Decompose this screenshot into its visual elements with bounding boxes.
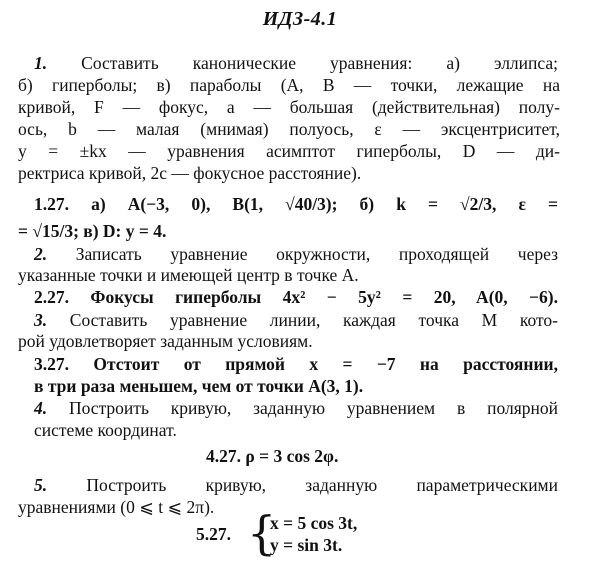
page-title: ИДЗ-4.1 (262, 8, 338, 30)
task1-line-2: б) гиперболы; в) параболы (A, B — точки, лежащие на (18, 75, 560, 95)
variant5-eq2: y = sin 3t. (270, 535, 343, 555)
variant3-line-2: в три раза меньшем, чем от точки A(3, 1). (34, 376, 364, 396)
system-brace: { (247, 506, 277, 560)
task3-line-1 (34, 310, 558, 330)
variant1-line-1: 1.27. а) A(−3, 0), B(1, √40/3); б) k = √2/3, ε = (34, 194, 558, 214)
variant3-line-1: 3.27. Отстоит от прямой x = −7 на расстоянии, (34, 354, 558, 374)
task4-line-1 (34, 398, 558, 418)
task4-line-1-text: Построить кривую, заданную уравнением в полярной (68, 398, 558, 418)
task1-line-1-text: Составить канонические уравнения: а) эллипса; (81, 53, 559, 73)
task5-line-2: уравнениями (0 ⩽ t ⩽ 2π). (18, 497, 215, 517)
task2-line-1 (34, 244, 558, 264)
variant5-label: 5.27. (196, 524, 231, 544)
task1-line-1 (34, 53, 558, 73)
task2-number: 2. (34, 244, 48, 264)
task3-number: 3. (34, 310, 48, 330)
task5-number: 5. (34, 475, 48, 495)
variant2-line: 2.27. Фокусы гиперболы 4x² − 5y² = 20, A(0, −6). (34, 287, 558, 307)
task5-line-1-text: Построить кривую, заданную параметрическими (86, 475, 558, 495)
task2-line-1-text: Записать уравнение окружности, проходящей через (75, 244, 558, 264)
variant4-line: 4.27. ρ = 3 cos 2φ. (206, 446, 339, 466)
task1-number: 1. (34, 53, 48, 73)
task1-line-5: y = ±kx — уравнения асимптот гиперболы, D — ди- (18, 141, 560, 161)
variant1-line-2: = √15/3; в) D: y = 4. (18, 221, 167, 241)
task3-line-1-text: Составить уравнение линии, каждая точка M кото- (69, 310, 559, 330)
task3-line-2: рой удовлетворяет заданным условиям. (18, 331, 313, 351)
task5-line-1 (34, 475, 558, 495)
variant5-eq1: x = 5 cos 3t, (270, 513, 358, 533)
task1-line-6: ректриса кривой, 2c — фокусное расстояние). (18, 163, 362, 183)
task1-line-3: кривой, F — фокус, a — большая (действительная) полу- (18, 97, 560, 117)
task4-number: 4. (34, 398, 48, 418)
task2-line-2: указанные точки и имеющей центр в точке A. (18, 265, 359, 285)
task1-line-4: ось, b — малая (мнимая) полуось, ε — эксцентриситет, (18, 119, 560, 139)
task4-line-2: системе координат. (34, 420, 177, 440)
